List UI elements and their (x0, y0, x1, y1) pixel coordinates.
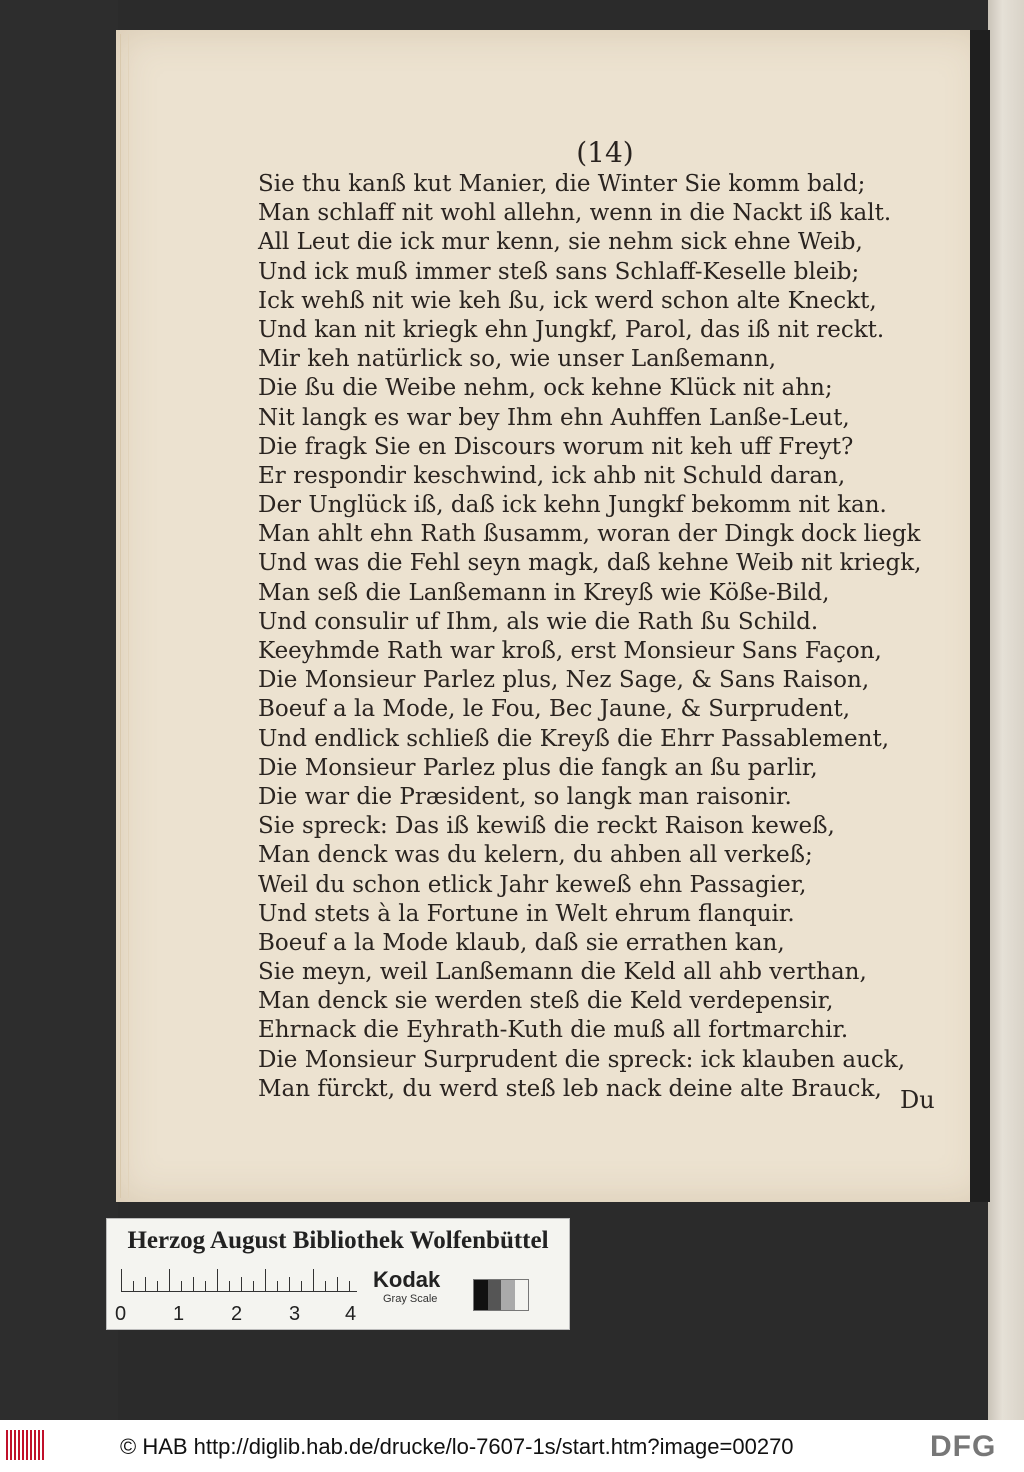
text-line: Und ick muß immer steß sans Schlaff-Keselle bleib; (258, 258, 860, 285)
text-line: Die ßu die Weibe nehm, ock kehne Klück nit ahn; (258, 375, 833, 402)
text-line: Man ahlt ehn Rath ßusamm, woran der Dingk dock liegk (258, 521, 921, 548)
background-left (0, 0, 118, 1420)
text-line: Man denck sie werden steß die Keld verdepensir, (258, 988, 834, 1015)
scale-number: 3 (289, 1303, 301, 1325)
text-line: Der Unglück iß, daß ick kehn Jungkf bekomm nit kan. (258, 492, 887, 519)
gray-scale-label: Gray Scale (383, 1293, 438, 1305)
text-line: Man schlaff nit wohl allehn, wenn in die Nackt iß kalt. (258, 200, 892, 227)
text-line: Sie spreck: Das iß kewiß die reckt Raison keweß, (258, 813, 835, 840)
text-line: Mir keh natürlick so, wie unser Lanßemann, (258, 346, 777, 373)
text-line: Boeuf a la Mode, le Fou, Bec Jaune, & Surprudent, (258, 696, 851, 723)
text-line: Keeyhmde Rath war kroß, erst Monsieur Sans Façon, (258, 638, 882, 664)
text-line: Boeuf a la Mode klaub, daß sie errathen kan, (258, 929, 785, 956)
measurement-scale (121, 1269, 367, 1307)
catchword: Du (900, 1086, 935, 1114)
text-line: Die war die Præsident, so langk man raisonir. (258, 783, 792, 810)
text-line: Nit langk es war bey Ihm ehn Auhffen Lanße-Leut, (258, 404, 850, 431)
copyright-link[interactable]: © HAB http://diglib.hab.de/drucke/lo-7607-1s/start.htm?image=00270 (120, 1434, 794, 1459)
text-line: Sie meyn, weil Lanßemann die Keld all ahb verthan, (258, 959, 867, 986)
text-line: Und endlick schließ die Kreyß die Ehrr Passablement, (258, 725, 890, 752)
text-line: Und was die Fehl seyn magk, daß kehne Weib nit kriegk, (258, 550, 922, 577)
text-line: Und kan nit kriegk ehn Jungkf, Parol, das iß nit reckt. (258, 316, 885, 343)
text-line: Ehrnack die Eyhrath-Kuth die muß all fortmarchir. (258, 1017, 849, 1044)
adjacent-page-edge (988, 0, 1024, 1420)
text-line: Weil du schon etlick Jahr keweß ehn Passagier, (258, 871, 807, 898)
poem-text (258, 170, 922, 1104)
page-stack-edge-inner (128, 34, 129, 1198)
text-line: Die fragk Sie en Discours worum nit keh uff Freyt? (258, 433, 854, 460)
text-line: Die Monsieur Parlez plus, Nez Sage, & Sans Raison, (258, 667, 870, 694)
scale-number: 1 (173, 1303, 185, 1325)
scale-number: 0 (115, 1303, 127, 1325)
gray-swatches (473, 1279, 529, 1311)
kodak-logo: Kodak (373, 1267, 441, 1292)
text-line: Ick wehß nit wie keh ßu, ick werd schon alte Kneckt, (258, 287, 877, 314)
text-line: Und stets à la Fortune in Welt ehrum flanquir. (258, 900, 795, 927)
text-line: Und consulir uf Ihm, als wie die Rath ßu Schild. (258, 608, 819, 635)
page-number: (14) (576, 136, 634, 169)
text-line: Man seß die Lanßemann in Kreyß wie Köße-Bild, (258, 579, 830, 606)
color-calibration-card (106, 1218, 570, 1330)
viewer-footer (0, 1420, 1024, 1472)
text-line: Die Monsieur Parlez plus die fangk an ßu parlir, (258, 754, 818, 781)
hab-logo-icon (6, 1430, 44, 1460)
text-line: Er respondir keschwind, ick ahb nit Schuld daran, (258, 462, 846, 489)
text-line: Man denck was du kelern, du ahben all verkeß; (258, 842, 813, 869)
library-name: Herzog August Bibliothek Wolfenbüttel (127, 1227, 549, 1254)
page-stack-edge (120, 34, 145, 1198)
text-line: Man fürckt, du werd steß leb nack deine alte Brauck, (258, 1075, 882, 1102)
scale-number: 4 (345, 1303, 357, 1325)
dfg-logo: DFG (930, 1430, 997, 1463)
book-gutter (970, 30, 990, 1202)
scale-number: 2 (231, 1303, 243, 1325)
text-line: Die Monsieur Surprudent die spreck: ick klauben auck, (258, 1046, 906, 1073)
text-line: All Leut die ick mur kenn, sie nehm sick ehne Weib, (258, 229, 863, 256)
text-line: Sie thu kanß kut Manier, die Winter Sie komm bald; (258, 171, 866, 197)
